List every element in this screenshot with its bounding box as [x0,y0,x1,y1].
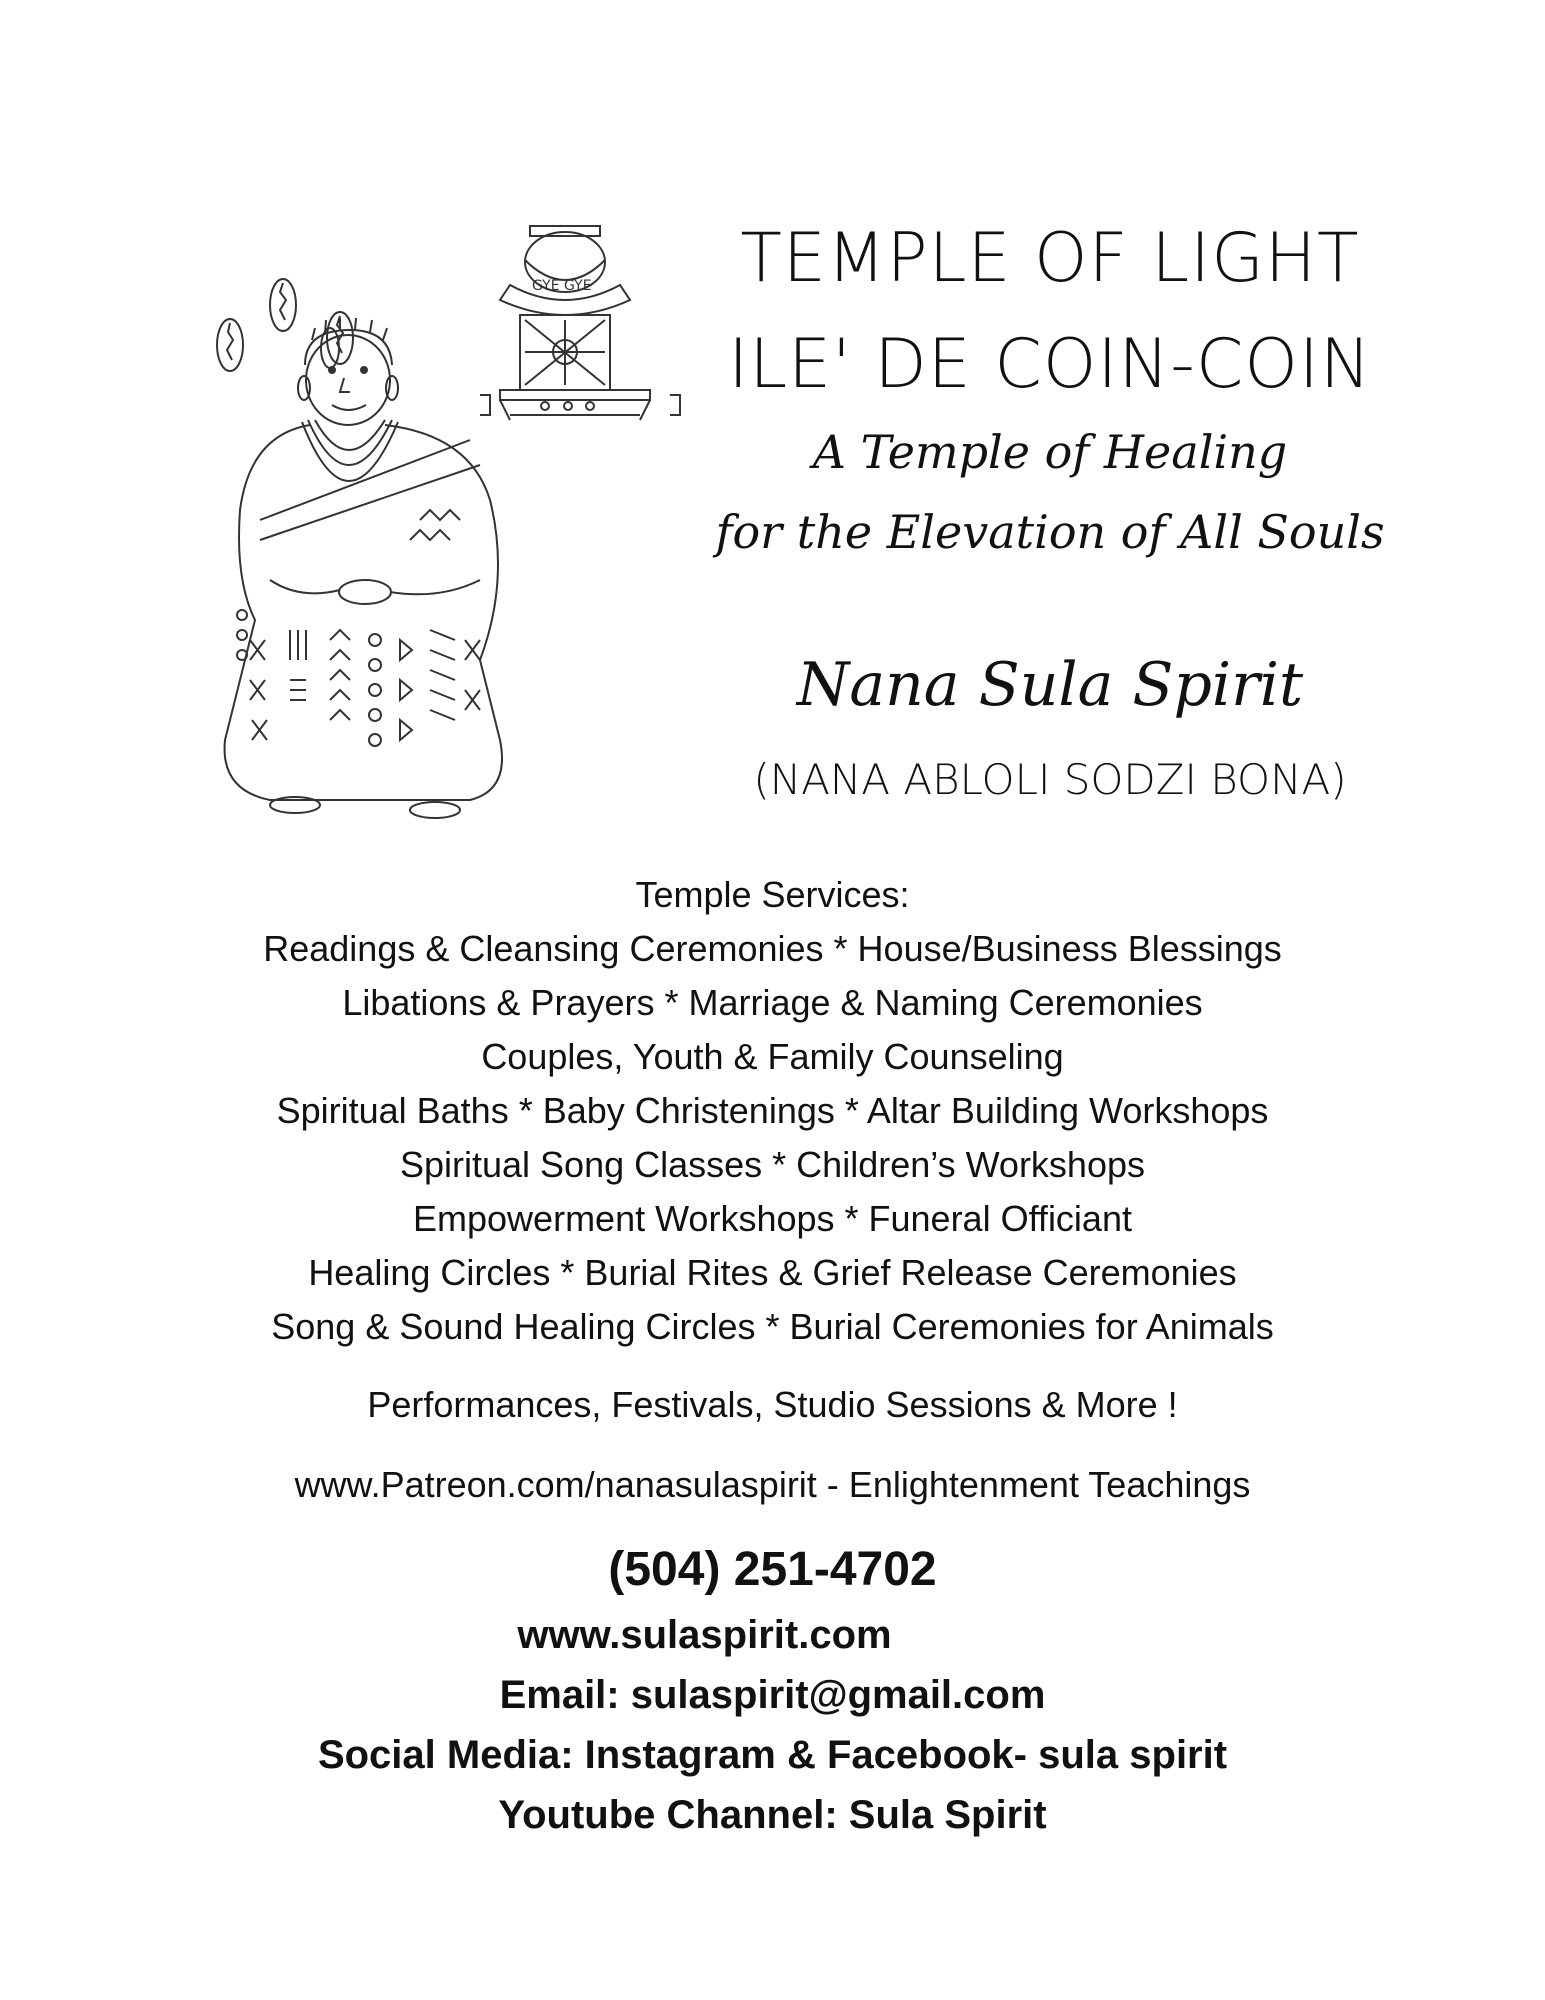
practitioner-alt-name: (NANA ABLOLI SODZI BONA) [753,755,1347,804]
tagline-line-2: for the Elevation of All Souls [715,505,1385,559]
youtube-channel-line: Youtube Channel: Sula Spirit [498,1793,1047,1837]
services-heading: Temple Services: [635,874,910,915]
services-section [120,868,1425,1354]
performances-line-wrap [120,1378,1425,1432]
title-line-2: ILE' DE COIN-COIN [728,325,1372,404]
practitioner-name: Nana Sula Spirit [796,650,1304,720]
social-media-line: Social Media: Instagram & Facebook- sula spirit [317,1733,1228,1777]
email-line[interactable]: Email: sulaspirit@gmail.com [499,1673,1046,1717]
tagline-line-1: A Temple of Healing [812,425,1288,479]
patreon-link[interactable]: www.Patreon.com/nanasulaspirit - Enlightenment Teachings [294,1464,1251,1505]
service-line: Spiritual Song Classes * Children’s Workshops [399,1144,1145,1185]
title-line-1: TEMPLE OF LIGHT [740,219,1360,298]
service-line: Spiritual Baths * Baby Christenings * Altar Building Workshops [276,1090,1269,1131]
cowrie-shells-icon [217,279,353,371]
performances-text: Performances, Festivals, Studio Sessions & More ! [367,1384,1178,1425]
title-block [700,210,1400,404]
seated-woman-drawing [225,318,502,818]
service-line: Couples, Youth & Family Counseling [481,1036,1064,1077]
phone-number: (504) 251-4702 [608,1543,937,1596]
service-line: Empowerment Workshops * Funeral Officiant [413,1198,1132,1239]
website-link[interactable]: www.sulaspirit.com [517,1613,892,1657]
drawing-text: GYE GYE [532,278,592,294]
service-line: Readings & Cleansing Ceremonies * House/Business Blessings [263,928,1282,969]
service-line: Libations & Prayers * Marriage & Naming Ceremonies [342,982,1203,1023]
service-line: Healing Circles * Burial Rites & Grief Release Ceremonies [308,1252,1237,1293]
illustration-drawing [180,220,720,820]
stool-with-pot-icon [480,226,680,420]
patreon-line-wrap [120,1458,1425,1512]
service-line: Song & Sound Healing Circles * Burial Ceremonies for Animals [271,1306,1274,1347]
